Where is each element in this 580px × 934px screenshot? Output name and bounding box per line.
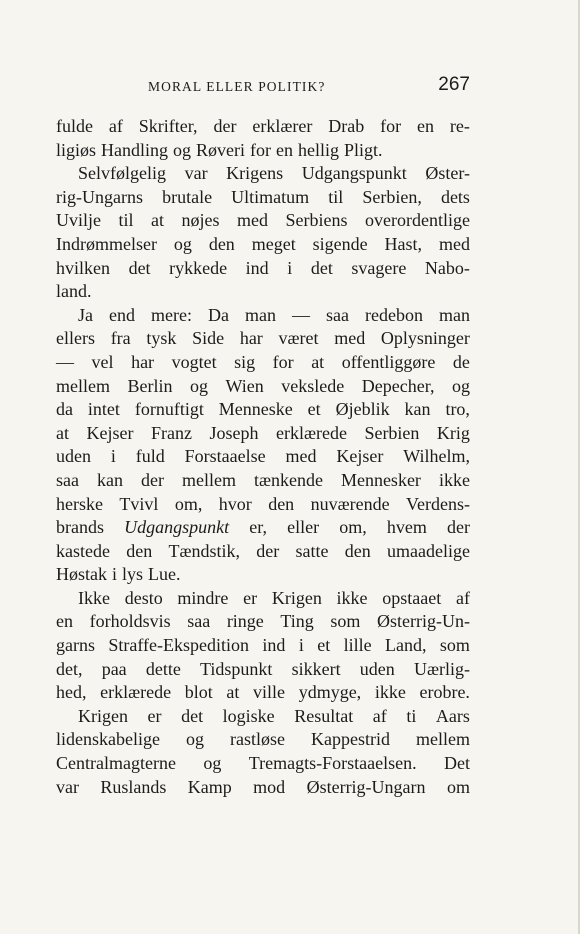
word: Serbien, xyxy=(362,186,422,207)
word: er xyxy=(147,705,162,726)
word: var xyxy=(56,776,79,797)
text-line xyxy=(56,162,470,186)
word: til xyxy=(328,186,344,207)
text-line xyxy=(56,351,470,375)
word: intet xyxy=(87,399,120,420)
word: Uærlig- xyxy=(413,658,470,679)
word: den xyxy=(126,540,153,561)
text-line xyxy=(56,327,470,351)
word: og xyxy=(451,375,470,396)
word: sigende xyxy=(312,233,368,254)
word: og xyxy=(189,375,208,396)
word: lys xyxy=(122,564,144,585)
word: Hast, xyxy=(384,233,423,254)
word: Østerrig-Ungarn xyxy=(306,776,426,797)
word: man xyxy=(438,304,470,325)
word: — xyxy=(56,351,74,372)
word: været xyxy=(278,328,319,349)
text-line xyxy=(56,728,470,752)
word: at xyxy=(226,682,240,703)
word: var xyxy=(184,163,208,184)
word: mere: xyxy=(151,304,192,325)
word: Menneske xyxy=(218,399,293,420)
word: saa xyxy=(325,304,349,325)
word: uden xyxy=(56,446,91,467)
word: er, xyxy=(249,517,268,538)
word: mellem xyxy=(181,469,236,490)
word: brutale xyxy=(162,186,213,207)
word: lidenskabelige xyxy=(56,729,160,750)
word: Joseph xyxy=(209,422,259,443)
word: saa xyxy=(187,611,211,632)
word: Handling xyxy=(101,139,169,160)
word: eller xyxy=(287,517,320,538)
word: kastede xyxy=(56,540,110,561)
word: Tremagts-Forstaaelsen. xyxy=(248,753,417,774)
word: man xyxy=(244,304,276,325)
word: Drab xyxy=(328,116,365,136)
word: at xyxy=(56,422,69,443)
text-line xyxy=(56,776,470,800)
word: hellig xyxy=(298,139,340,160)
word: Udgangspunkt xyxy=(124,517,230,538)
word: for xyxy=(250,139,272,160)
word: den xyxy=(208,233,235,254)
word: Nabo- xyxy=(424,257,470,278)
page-header xyxy=(56,74,470,104)
word: Østerrig-Un- xyxy=(377,611,470,632)
word: desto xyxy=(124,587,163,608)
word: et xyxy=(317,635,331,656)
word: Indrømmelser xyxy=(56,233,157,254)
word: Kejser xyxy=(336,446,384,467)
word: mellem xyxy=(56,375,110,396)
text-line xyxy=(56,375,470,399)
word: at xyxy=(311,351,325,372)
word: og xyxy=(173,233,192,254)
word: mod xyxy=(253,776,286,797)
word: den xyxy=(268,493,295,514)
text-line xyxy=(56,493,470,517)
word: erobre. xyxy=(419,682,470,703)
word: ikke xyxy=(336,587,368,608)
word: rig-Ungarns xyxy=(56,186,143,207)
word: tænkende xyxy=(253,469,323,490)
word: af xyxy=(108,116,123,136)
text-line xyxy=(56,752,470,776)
word: ellers xyxy=(56,328,95,349)
word: de xyxy=(452,351,470,372)
word: umaadelige xyxy=(386,540,470,561)
word: Serbien xyxy=(364,422,420,443)
word: Centralmagterne xyxy=(56,753,176,774)
word: af xyxy=(372,705,387,726)
word: Øster- xyxy=(425,163,470,184)
text-line xyxy=(56,233,470,257)
word: forholdsvis xyxy=(89,611,171,632)
text-line xyxy=(56,115,470,139)
word: at xyxy=(151,210,165,231)
word: for xyxy=(380,116,402,136)
word: ind xyxy=(245,257,269,278)
word: da xyxy=(56,399,73,420)
text-line xyxy=(56,445,470,469)
word: Tidspunkt xyxy=(200,658,273,679)
word: der xyxy=(256,540,280,561)
running-title: MORAL ELLER POLITIK? xyxy=(148,79,326,94)
word: rykkede xyxy=(169,257,228,278)
word: ligiøs xyxy=(56,139,97,160)
word: Udgangspunkt xyxy=(301,163,407,184)
text-line xyxy=(56,634,470,658)
text-line xyxy=(56,563,470,587)
word: en xyxy=(276,139,294,160)
word: Berlin xyxy=(127,375,173,396)
word: rastløse xyxy=(230,729,285,750)
word: brands xyxy=(56,517,104,538)
word: der xyxy=(140,469,164,490)
word: saa xyxy=(56,469,79,490)
word: Wien xyxy=(225,375,264,396)
word: Land, xyxy=(385,635,427,656)
word: Aars xyxy=(435,705,470,726)
word: ikke xyxy=(374,682,406,703)
text-line xyxy=(56,139,470,163)
word: Straffe-Ekspedition xyxy=(108,635,250,656)
word: dets xyxy=(440,186,470,207)
word: hed, xyxy=(56,682,87,703)
word: paa xyxy=(101,658,127,679)
word: og xyxy=(185,729,204,750)
word: Wilhelm, xyxy=(403,446,470,467)
word: Tændstik, xyxy=(168,540,240,561)
word: Høstak xyxy=(56,564,107,585)
word: sikkert xyxy=(291,658,341,679)
word: svagere xyxy=(351,257,407,278)
word: der xyxy=(447,517,470,538)
word: fornuftigt xyxy=(134,399,204,420)
text-line xyxy=(56,257,470,281)
word: har xyxy=(131,351,155,372)
word: satte xyxy=(295,540,329,561)
word: den xyxy=(344,540,371,561)
word: en xyxy=(417,116,435,136)
word: sig xyxy=(234,351,256,372)
word: Verdens- xyxy=(406,493,470,514)
word: vogtet xyxy=(171,351,217,372)
word: herske xyxy=(56,493,103,514)
word: om, xyxy=(174,493,203,514)
word: Tvivl xyxy=(119,493,159,514)
word: der xyxy=(213,116,237,136)
word: hvem xyxy=(386,517,427,538)
word: garns xyxy=(56,635,95,656)
word: ind xyxy=(262,635,286,656)
word: hvor xyxy=(218,493,252,514)
word: Kappestrid xyxy=(311,729,390,750)
word: Selvfølgelig xyxy=(78,163,166,184)
text-line xyxy=(56,658,470,682)
word: et xyxy=(307,399,321,420)
word: det xyxy=(181,705,204,726)
text-line xyxy=(56,422,470,446)
word: fuld xyxy=(135,446,165,467)
word: har xyxy=(239,328,263,349)
text-line xyxy=(56,186,470,210)
word: i xyxy=(112,564,118,585)
word: i xyxy=(110,446,116,467)
word: Krigen xyxy=(78,705,128,726)
word: med xyxy=(334,328,366,349)
word: Depecher, xyxy=(361,375,435,396)
text-line xyxy=(56,705,470,729)
word: er xyxy=(243,587,258,608)
word: Ruslands xyxy=(100,776,167,797)
text-line xyxy=(56,398,470,422)
word: Serbiens xyxy=(285,210,348,231)
word: re- xyxy=(449,116,470,136)
word: fra xyxy=(110,328,131,349)
word: dette xyxy=(145,658,181,679)
word: vel xyxy=(91,351,114,372)
word: nøjes xyxy=(181,210,220,231)
word: mellem xyxy=(416,729,470,750)
text-line xyxy=(56,304,470,328)
word: overordentlige xyxy=(365,210,470,231)
word: om, xyxy=(339,517,367,538)
word: med xyxy=(438,233,470,254)
text-line xyxy=(56,681,470,705)
word: ringe xyxy=(226,611,264,632)
word: ydmyge, xyxy=(298,682,362,703)
word: Kamp xyxy=(187,776,232,797)
text-line xyxy=(56,209,470,233)
word: Da xyxy=(207,304,229,325)
word: erklærede xyxy=(100,682,172,703)
page-number: 267 xyxy=(438,74,470,95)
word: Mennesker xyxy=(340,469,421,490)
word: erklærede xyxy=(275,422,347,443)
word: Uvilje xyxy=(56,210,101,231)
word: af xyxy=(455,587,470,608)
word: Forstaaelse xyxy=(184,446,266,467)
word: land. xyxy=(56,281,92,302)
text-line xyxy=(56,469,470,493)
word: nuværende xyxy=(310,493,390,514)
word: det xyxy=(310,257,333,278)
word: med xyxy=(237,210,269,231)
word: end xyxy=(109,304,135,325)
word: Krig xyxy=(436,422,470,443)
word: Øjeblik xyxy=(335,399,390,420)
word: Lue. xyxy=(148,564,181,585)
word: det, xyxy=(56,658,83,679)
word: ville xyxy=(253,682,286,703)
word: som xyxy=(330,611,361,632)
body-text xyxy=(56,115,470,799)
word: fulde xyxy=(56,116,93,136)
word: Krigen xyxy=(271,587,322,608)
text-line xyxy=(56,587,470,611)
word: lille xyxy=(343,635,372,656)
word: til xyxy=(118,210,134,231)
word: Kejser xyxy=(86,422,134,443)
word: Ultimatum xyxy=(231,186,310,207)
text-line xyxy=(56,610,470,634)
word: Røveri xyxy=(196,139,246,160)
word: Franz xyxy=(150,422,192,443)
word: det xyxy=(128,257,151,278)
word: erklærer xyxy=(252,116,313,136)
word: en xyxy=(56,611,73,632)
word: Side xyxy=(192,328,225,349)
word: Skrifter, xyxy=(138,116,198,136)
word: og xyxy=(173,139,192,160)
word: offentliggøre xyxy=(341,351,436,372)
word: blot xyxy=(184,682,213,703)
word: vekslede xyxy=(281,375,345,396)
word: tro, xyxy=(445,399,470,420)
word: Ja xyxy=(78,304,93,325)
word: og xyxy=(203,753,222,774)
word: redebon xyxy=(364,304,423,325)
word: Resultat xyxy=(294,705,354,726)
text-line xyxy=(56,540,470,564)
word: som xyxy=(439,635,470,656)
word: hvilken xyxy=(56,257,110,278)
text-line xyxy=(56,516,470,540)
word: meget xyxy=(251,233,296,254)
word: med xyxy=(285,446,317,467)
word: mindre xyxy=(177,587,229,608)
text-line xyxy=(56,280,470,304)
word: Pligt. xyxy=(344,139,383,160)
word: logiske xyxy=(222,705,275,726)
word: opstaaet xyxy=(382,587,442,608)
word: i xyxy=(287,257,293,278)
word: Krigens xyxy=(226,163,284,184)
word: for xyxy=(272,351,294,372)
word: Ikke xyxy=(78,587,110,608)
word: om xyxy=(446,776,470,797)
word: Ting xyxy=(280,611,314,632)
word: kan xyxy=(404,399,431,420)
word: — xyxy=(291,304,310,325)
word: ikke xyxy=(438,469,470,490)
word: kan xyxy=(96,469,123,490)
word: tysk xyxy=(146,328,177,349)
word: ti xyxy=(406,705,417,726)
word: i xyxy=(298,635,304,656)
word: uden xyxy=(359,658,395,679)
word: Det xyxy=(443,753,470,774)
word: Oplysninger xyxy=(380,328,470,349)
